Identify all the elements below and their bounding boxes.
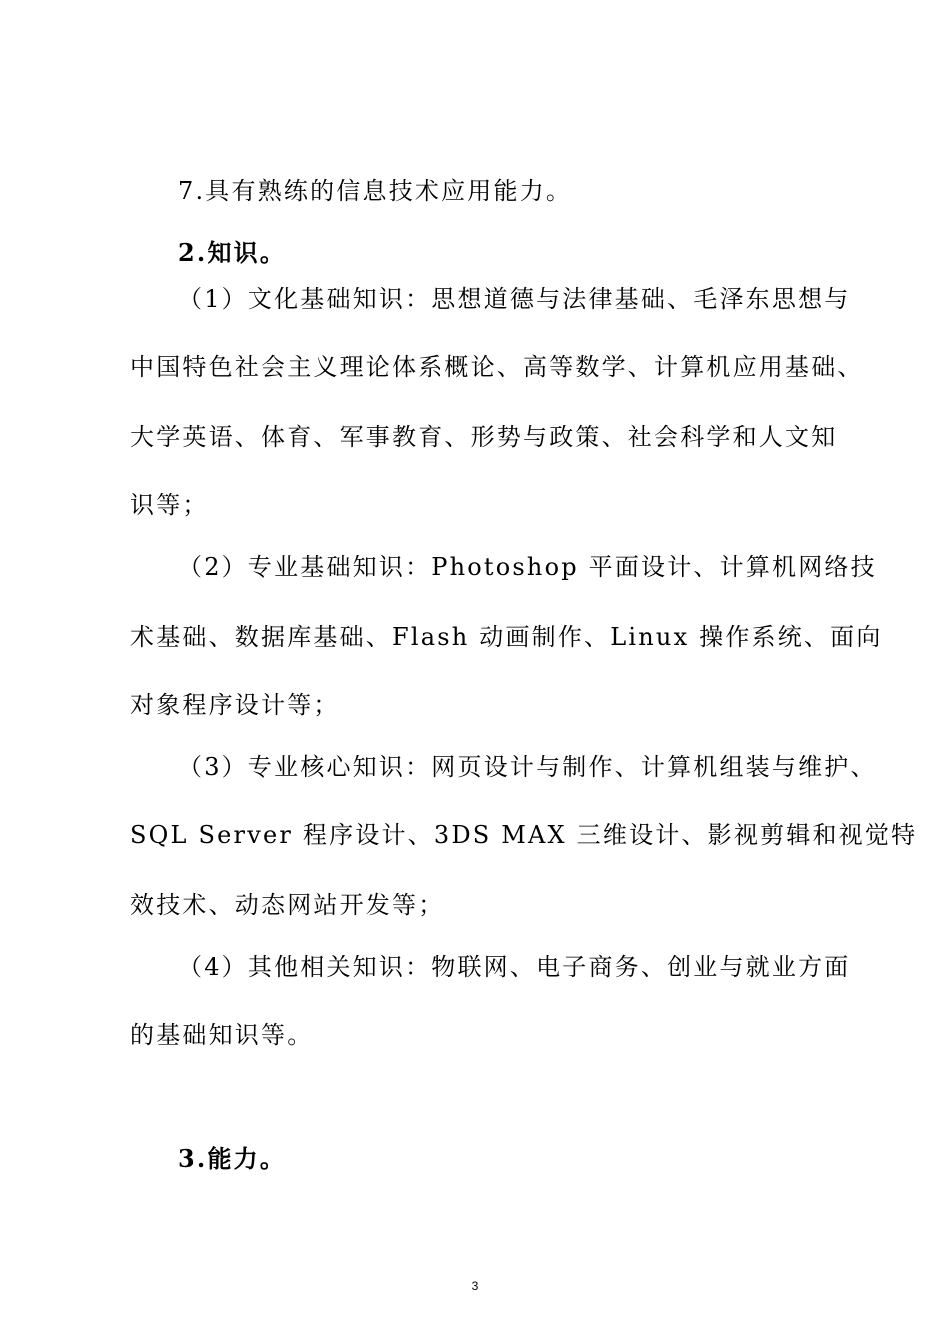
section-heading-ability: 3.能力。 — [178, 1144, 287, 1173]
section-heading-knowledge: 2.知识。 — [178, 238, 287, 267]
knowledge-item-2-line-2: 术基础、数据库基础、Flash 动画制作、Linux 操作系统、面向 — [130, 623, 883, 651]
knowledge-item-1-line-1: （1）文化基础知识：思想道德与法律基础、毛泽东思想与 — [178, 285, 851, 313]
knowledge-item-4-line-2: 的基础知识等。 — [130, 1021, 314, 1049]
item-7-text: 7.具有熟练的信息技术应用能力。 — [178, 177, 573, 205]
knowledge-item-1-line-4: 识等； — [130, 491, 209, 519]
knowledge-item-4-line-1: （4）其他相关知识：物联网、电子商务、创业与就业方面 — [178, 953, 851, 981]
page-number: 3 — [471, 1279, 479, 1293]
knowledge-item-2-line-1: （2）专业基础知识：Photoshop 平面设计、计算机网络技 — [178, 553, 877, 581]
knowledge-item-3-line-1: （3）专业核心知识：网页设计与制作、计算机组装与维护、 — [178, 753, 877, 781]
knowledge-item-1-line-2: 中国特色社会主义理论体系概论、高等数学、计算机应用基础、 — [130, 353, 864, 381]
knowledge-item-1-line-3: 大学英语、体育、军事教育、形势与政策、社会科学和人文知 — [130, 423, 838, 451]
knowledge-item-3-line-3: 效技术、动态网站开发等； — [130, 891, 445, 919]
knowledge-item-2-line-3: 对象程序设计等； — [130, 691, 340, 719]
knowledge-item-3-line-2: SQL Server 程序设计、3DS MAX 三维设计、影视剪辑和视觉特 — [130, 821, 918, 849]
